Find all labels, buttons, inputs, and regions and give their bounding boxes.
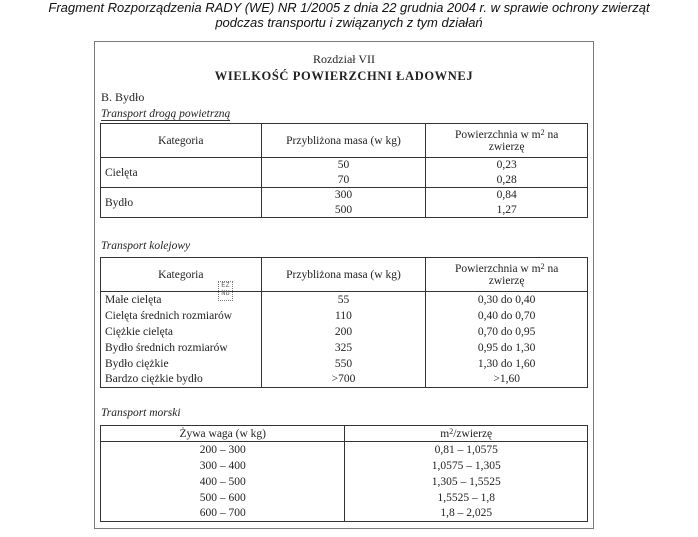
sea-area-cell: 0,81 – 1,0575: [345, 442, 588, 458]
sea-weight-cell: 300 – 400: [101, 458, 345, 474]
air-transport-title: Transport drogą powietrzną: [101, 108, 231, 120]
air-header-category: Kategoria: [101, 124, 262, 158]
rail-header-area: Powierzchnia w $m^2$ na zwierzę: [426, 258, 588, 292]
sea-header-area: $m^2$/zwierzę: [345, 426, 588, 442]
rail-category-cell: Cielęta średnich rozmiarów: [101, 308, 262, 324]
rail-mass-cell: 110: [261, 308, 426, 324]
air-area-cell: 1,27: [426, 203, 588, 218]
air-header-area: Powierzchnia w $m^2$ na zwierzę: [426, 124, 588, 158]
air-area-cell: 0,23: [426, 158, 588, 173]
sea-weight-cell: 400 – 500: [101, 474, 345, 490]
rail-area-cell: 0,95 do 1,30: [426, 340, 588, 356]
rail-mass-cell: 55: [261, 292, 426, 308]
rail-category-cell: Bydło średnich rozmiarów: [101, 340, 262, 356]
caption-line-2: podczas transportu i związanych z tym działań: [215, 15, 483, 30]
rail-transport-title: Transport kolejowy: [101, 240, 191, 252]
sea-area-cell: 1,5525 – 1,8: [345, 490, 588, 506]
rail-mass-cell: 325: [261, 340, 426, 356]
rail-category-cell: Ciężkie cielęta: [101, 324, 262, 340]
air-transport-table: [100, 123, 588, 218]
sea-area-cell: 1,305 – 1,5525: [345, 474, 588, 490]
rail-header-category: Kategoria: [101, 258, 262, 292]
caption-line-1: Fragment Rozporządzenia RADY (WE) NR 1/2005 z dnia 22 grudnia 2004 r. w sprawie ochrony zwierząt: [48, 0, 650, 15]
rail-area-cell: 0,40 do 0,70: [426, 308, 588, 324]
rail-mass-cell: 550: [261, 356, 426, 372]
regulation-page: [94, 41, 594, 529]
section-label: B. Bydło: [101, 90, 145, 104]
rail-area-cell: 1,30 do 1,60: [426, 356, 588, 372]
sea-area-cell: 1,0575 – 1,305: [345, 458, 588, 474]
table-row: [101, 474, 588, 490]
section-heading: WIELKOŚĆ POWIERZCHNI ŁADOWNEJ: [214, 69, 474, 83]
sea-transport-title: Transport morski: [101, 407, 181, 419]
air-area-cell: 0,84: [426, 188, 588, 203]
rail-header-mass: Przybliżona masa (w kg): [261, 258, 426, 292]
sea-weight-cell: 500 – 600: [101, 490, 345, 506]
air-area-cell: 0,28: [426, 173, 588, 188]
table-row: [101, 188, 588, 203]
document-caption: [0, 0, 698, 30]
table-row: [101, 490, 588, 506]
air-header-row: [101, 124, 588, 158]
scan-stamp-icon: EZ NU: [218, 281, 233, 301]
rail-category-cell: Bardzo ciężkie bydło: [101, 372, 262, 388]
air-header-mass: Przybliżona masa (w kg): [261, 124, 426, 158]
sea-weight-cell: 200 – 300: [101, 442, 345, 458]
chapter-title: Rozdział VII: [312, 52, 376, 66]
rail-header-row: [101, 258, 588, 292]
table-row: [101, 324, 588, 340]
table-row: [101, 372, 588, 388]
table-row: [101, 442, 588, 458]
table-row: [101, 458, 588, 474]
air-mass-cell: 70: [261, 173, 426, 188]
table-row: [101, 356, 588, 372]
table-row: [101, 158, 588, 173]
rail-area-cell: 0,30 do 0,40: [426, 292, 588, 308]
table-row: [101, 308, 588, 324]
rail-transport-table: [100, 257, 588, 388]
air-category-calves: Cielęta: [101, 158, 262, 188]
air-mass-cell: 300: [261, 188, 426, 203]
sea-area-cell: 1,8 – 2,025: [345, 506, 588, 522]
sea-header-weight: Żywa waga (w kg): [101, 426, 345, 442]
table-row: [101, 506, 588, 522]
air-mass-cell: 50: [261, 158, 426, 173]
sea-header-row: [101, 426, 588, 442]
rail-mass-cell: >700: [261, 372, 426, 388]
rail-mass-cell: 200: [261, 324, 426, 340]
rail-area-cell: >1,60: [426, 372, 588, 388]
sea-weight-cell: 600 – 700: [101, 506, 345, 522]
air-mass-cell: 500: [261, 203, 426, 218]
rail-category-cell: Bydło ciężkie: [101, 356, 262, 372]
air-category-cattle: Bydło: [101, 188, 262, 218]
sea-transport-table: [100, 425, 588, 522]
rail-category-cell: Małe cielęta: [101, 292, 262, 308]
table-row: [101, 292, 588, 308]
rail-area-cell: 0,70 do 0,95: [426, 324, 588, 340]
table-row: [101, 340, 588, 356]
